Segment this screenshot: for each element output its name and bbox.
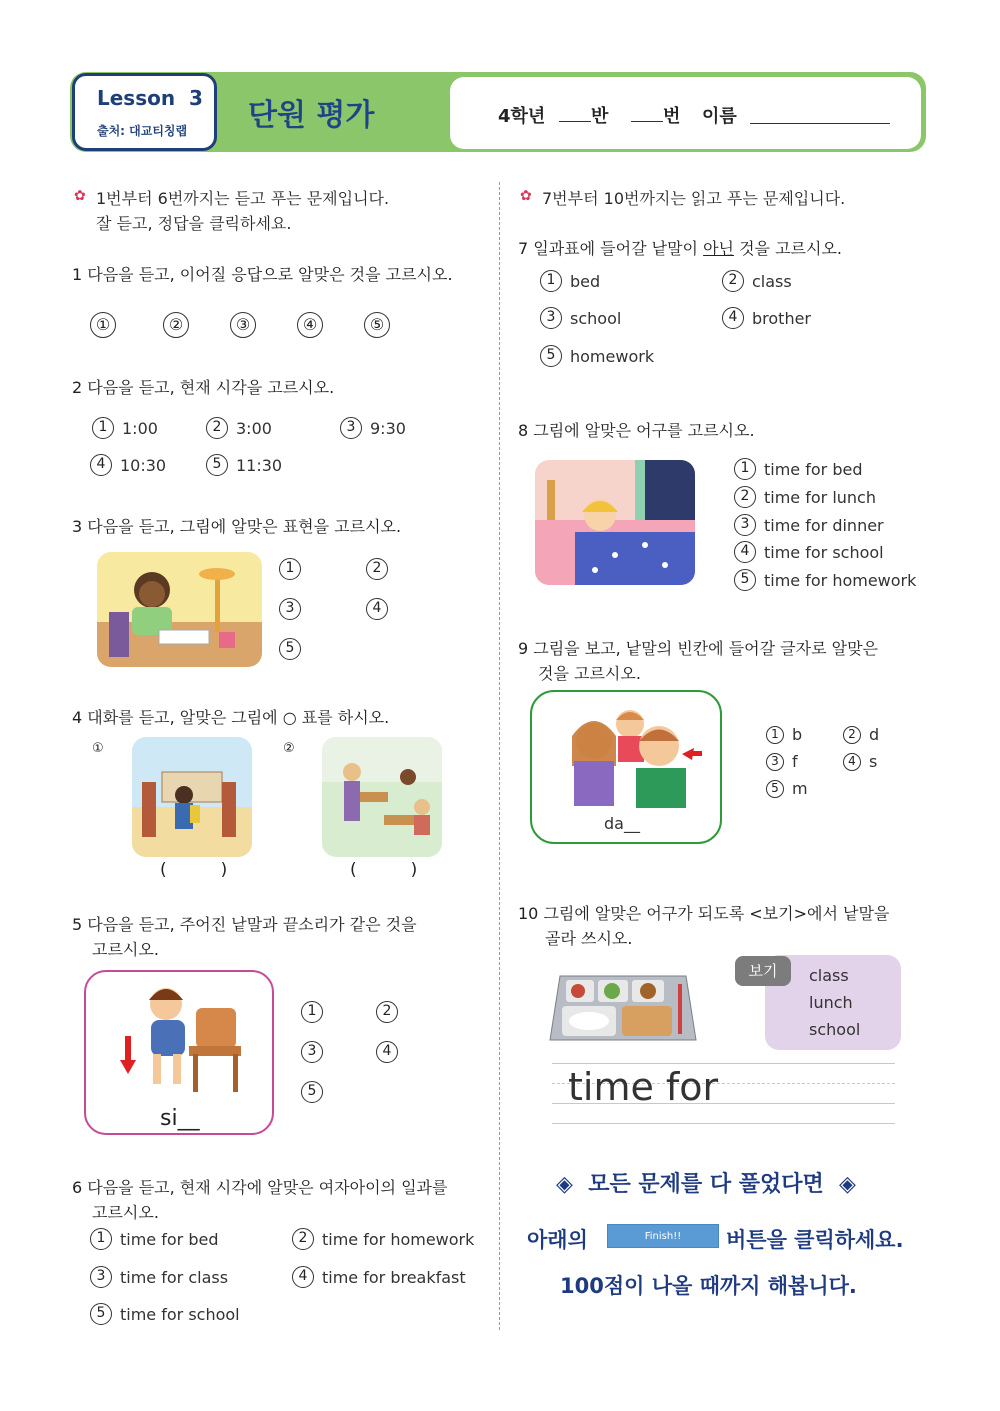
q9-option-1[interactable]: 1 b — [766, 725, 802, 744]
column-divider — [499, 182, 500, 1330]
q5-option-5[interactable]: 5 — [301, 1081, 323, 1103]
q2-option-3[interactable]: 3 9:30 — [340, 417, 406, 439]
q5-option-4[interactable]: 4 — [376, 1041, 398, 1063]
q8-option-3[interactable]: 3 time for dinner — [734, 514, 884, 536]
flower-icon: ✿ — [520, 188, 532, 204]
q9-picture-frame — [530, 690, 722, 844]
q5-picture-frame — [84, 970, 274, 1135]
example-word-2: lunch — [809, 993, 853, 1012]
q4-label-1: ① — [92, 741, 104, 756]
q1-option-2[interactable]: ② — [163, 312, 189, 338]
footer-line-2-pre: 아래의 — [527, 1228, 588, 1252]
question-7: 7 일과표에 들어갈 낱말이 아닌 것을 고르시오. — [518, 239, 843, 258]
name-blank[interactable] — [750, 123, 890, 124]
q1-option-4[interactable]: ④ — [297, 312, 323, 338]
q6-option-1[interactable]: 1 time for bed — [90, 1228, 218, 1250]
q9-option-3[interactable]: 3 f — [766, 752, 798, 771]
q7-option-2[interactable]: 2 class — [722, 270, 792, 292]
q4-school-gate-picture[interactable] — [132, 737, 252, 857]
question-6-line-1: 6 다음을 듣고, 현재 시각에 알맞은 여자아이의 일과를 — [72, 1178, 448, 1197]
intro-line-1: 1번부터 6번까지는 듣고 푸는 문제입니다. — [96, 189, 390, 208]
q4-classroom-picture[interactable] — [322, 737, 442, 857]
finish-button[interactable]: Finish!! — [607, 1224, 719, 1248]
question-10-line-1: 10 그림에 알맞은 어구가 되도록 <보기>에서 낱말을 — [518, 904, 890, 923]
q8-option-4[interactable]: 4 time for school — [734, 541, 884, 563]
question-9-line-2: 것을 고르시오. — [538, 664, 641, 683]
footer-line-1: ◈ 모든 문제를 다 풀었다면 ◈ — [556, 1172, 856, 1197]
q4-answer-1-parens[interactable]: ( ) — [160, 860, 228, 880]
question-5-line-1: 5 다음을 듣고, 주어진 낱말과 끝소리가 같은 것을 — [72, 915, 417, 934]
name-label: 이름 — [702, 106, 737, 127]
q9-option-2[interactable]: 2 d — [843, 725, 879, 744]
grade-label: 4학년 — [498, 106, 546, 127]
q8-option-5[interactable]: 5 time for homework — [734, 569, 916, 591]
lesson-label: Lesson 3 — [97, 86, 203, 110]
q7-option-4[interactable]: 4 brother — [722, 307, 811, 329]
q9-option-4[interactable]: 4 s — [843, 752, 877, 771]
question-4: 4 대화를 듣고, 알맞은 그림에 ○ 표를 하시오. — [72, 708, 390, 727]
q8-girl-sleeping-picture — [535, 460, 695, 585]
q6-option-3[interactable]: 3 time for class — [90, 1266, 228, 1288]
q3-option-1[interactable]: 1 — [279, 558, 301, 580]
q8-option-2[interactable]: 2 time for lunch — [734, 486, 876, 508]
question-3: 3 다음을 듣고, 그림에 알맞은 표현을 고르시오. — [72, 517, 402, 536]
q3-option-4[interactable]: 4 — [366, 598, 388, 620]
q3-girl-studying-picture — [97, 552, 262, 667]
question-8: 8 그림에 알맞은 어구를 고르시오. — [518, 421, 755, 440]
q3-option-5[interactable]: 5 — [279, 638, 301, 660]
question-10-line-2: 골라 쓰시오. — [545, 929, 633, 948]
q1-option-1[interactable]: ① — [90, 312, 116, 338]
footer-line-3: 100점이 나올 때까지 해봅니다. — [560, 1274, 857, 1298]
q1-option-3[interactable]: ③ — [230, 312, 256, 338]
q6-option-2[interactable]: 2 time for homework — [292, 1228, 474, 1250]
written-answer-text: time for — [568, 1065, 719, 1109]
flower-icon: ✿ — [74, 188, 86, 204]
q8-option-1[interactable]: 1 time for bed — [734, 458, 862, 480]
q10-lunch-tray-picture — [548, 972, 698, 1051]
q2-option-1[interactable]: 1 1:00 — [92, 417, 158, 439]
q7-option-1[interactable]: 1 bed — [540, 270, 600, 292]
example-box-label: 보기 — [735, 956, 791, 986]
lesson-box — [72, 73, 217, 151]
q2-option-2[interactable]: 2 3:00 — [206, 417, 272, 439]
q5-option-1[interactable]: 1 — [301, 1001, 323, 1023]
q7-option-5[interactable]: 5 homework — [540, 345, 654, 367]
q2-option-5[interactable]: 5 11:30 — [206, 454, 282, 476]
q9-word: da__ — [604, 814, 640, 833]
intro-line-2: 잘 듣고, 정답을 클릭하세요. — [96, 214, 292, 233]
student-info-box — [450, 77, 921, 149]
q2-option-4[interactable]: 4 10:30 — [90, 454, 166, 476]
q6-option-4[interactable]: 4 time for breakfast — [292, 1266, 466, 1288]
example-word-3: school — [809, 1020, 861, 1039]
q5-word: si__ — [160, 1106, 200, 1131]
footer-line-2-post: 버튼을 클릭하세요. — [726, 1228, 904, 1252]
q4-answer-2-parens[interactable]: ( ) — [350, 860, 418, 880]
q5-option-3[interactable]: 3 — [301, 1041, 323, 1063]
question-9-line-1: 9 그림을 보고, 낱말의 빈칸에 들어갈 글자로 알맞은 — [518, 639, 878, 658]
page-title: 단원 평가 — [248, 98, 375, 133]
question-1: 1 다음을 듣고, 이어질 응답으로 알맞은 것을 고르시오. — [72, 265, 453, 284]
q3-option-3[interactable]: 3 — [279, 598, 301, 620]
q4-label-2: ② — [283, 741, 295, 756]
q3-option-2[interactable]: 2 — [366, 558, 388, 580]
q7-option-3[interactable]: 3 school — [540, 307, 621, 329]
q1-option-5[interactable]: ⑤ — [364, 312, 390, 338]
class-blank[interactable] — [559, 121, 591, 122]
class-label: 반 — [591, 106, 609, 127]
example-word-1: class — [809, 966, 849, 985]
writing-lines[interactable] — [552, 1063, 895, 1127]
q9-option-5[interactable]: 5 m — [766, 779, 808, 798]
question-2: 2 다음을 듣고, 현재 시각을 고르시오. — [72, 378, 335, 397]
q5-option-2[interactable]: 2 — [376, 1001, 398, 1023]
question-6-line-2: 고르시오. — [92, 1203, 159, 1222]
number-label: 번 — [663, 106, 681, 127]
question-5-line-2: 고르시오. — [92, 940, 159, 959]
q6-option-5[interactable]: 5 time for school — [90, 1303, 240, 1325]
source-label: 출처: 대교티칭랩 — [97, 124, 188, 138]
right-intro: 7번부터 10번까지는 읽고 푸는 문제입니다. — [542, 189, 846, 208]
number-blank[interactable] — [631, 121, 663, 122]
